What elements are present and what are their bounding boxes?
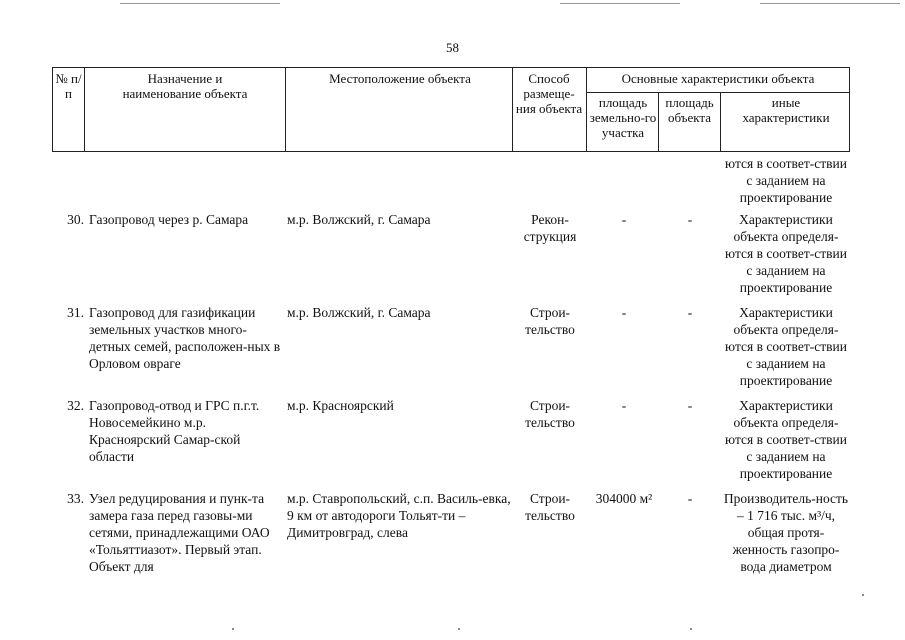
header-object-area: площадь объекта — [665, 95, 714, 125]
header-land-area: площадь земельно-го участка — [589, 95, 657, 140]
row-name: Газопровод через р. Самара — [89, 212, 249, 227]
column-divider — [84, 67, 85, 152]
row-number: 31. — [67, 305, 84, 320]
row-number: 30. — [67, 212, 84, 227]
scan-artifact-dot — [862, 594, 864, 596]
header-main-characteristics: Основные характеристики объекта — [621, 71, 815, 86]
row-object-area: - — [687, 305, 693, 320]
header-name: Назначение и наименование объекта — [122, 71, 248, 101]
row-method: Строи-тельство — [525, 398, 575, 430]
row-other: Характеристики объекта определя-ются в соответ-ствии с заданием на проектирование — [725, 212, 847, 295]
row-object-area: - — [687, 398, 693, 413]
row-name: Узел редуцирования и пунк-та замера газа перед газовы-ми сетями, принадлежащими ОАО «Тольяттиазот». Первый этап. Объект для — [89, 491, 270, 574]
scan-artifact-dot — [690, 628, 692, 630]
scan-artifact-dot — [458, 628, 460, 630]
column-divider — [285, 67, 286, 152]
row-object-area: - — [687, 491, 693, 506]
header-location: Местоположение объекта — [329, 71, 471, 86]
row-other: Характеристики объекта определя-ются в соответ-ствии с заданием на проектирование — [725, 305, 847, 388]
column-divider — [720, 92, 721, 152]
row-name: Газопровод-отвод и ГРС п.г.т. Новосемейкино м.р. Красноярский Самар-ской области — [89, 398, 260, 464]
row-location: м.р. Волжский, г. Самара — [287, 212, 431, 227]
header-method: Способ размеще-ния объекта — [515, 71, 583, 116]
page-number: 58 — [446, 40, 459, 55]
row-other: Характеристики объекта определя-ются в соответ-ствии с заданием на проектирование — [725, 398, 847, 481]
row-location: м.р. Ставропольский, с.п. Василь-евка, 9 км от автодороги Тольят-ти – Димитровград, слева — [287, 491, 511, 540]
row-name: Газопровод для газификации земельных участков много-детных семей, расположен-ных в Орловом овраге — [89, 305, 281, 371]
row-land-area: 304000 м² — [595, 491, 653, 506]
row-number: 33. — [67, 491, 84, 506]
row-land-area: - — [621, 398, 627, 413]
header-num: № п/п — [55, 71, 82, 101]
row-location: м.р. Красноярский — [287, 398, 394, 413]
row-land-area: - — [621, 305, 627, 320]
header-other-characteristics: иные характеристики — [742, 95, 830, 125]
row-land-area: - — [621, 212, 627, 227]
row-method: Рекон-струкция — [523, 212, 577, 244]
scan-artifact-line — [760, 3, 900, 4]
row-method: Строи-тельство — [525, 491, 575, 523]
row-other: Производитель-ность – 1 716 тыс. м³/ч, общая протя-женность газопро-вода диаметром — [723, 491, 849, 574]
subheader-divider — [586, 92, 850, 93]
row-object-area: - — [687, 212, 693, 227]
row-number: 32. — [67, 398, 84, 413]
continuation-text: ются в соответ-ствии с заданием на проектирование — [725, 156, 847, 205]
scan-artifact-line — [560, 3, 680, 4]
column-divider — [512, 67, 513, 152]
scan-artifact-line — [120, 3, 280, 4]
column-divider — [586, 67, 587, 152]
row-location: м.р. Волжский, г. Самара — [287, 305, 431, 320]
scan-artifact-dot — [232, 628, 234, 630]
row-method: Строи-тельство — [525, 305, 575, 337]
